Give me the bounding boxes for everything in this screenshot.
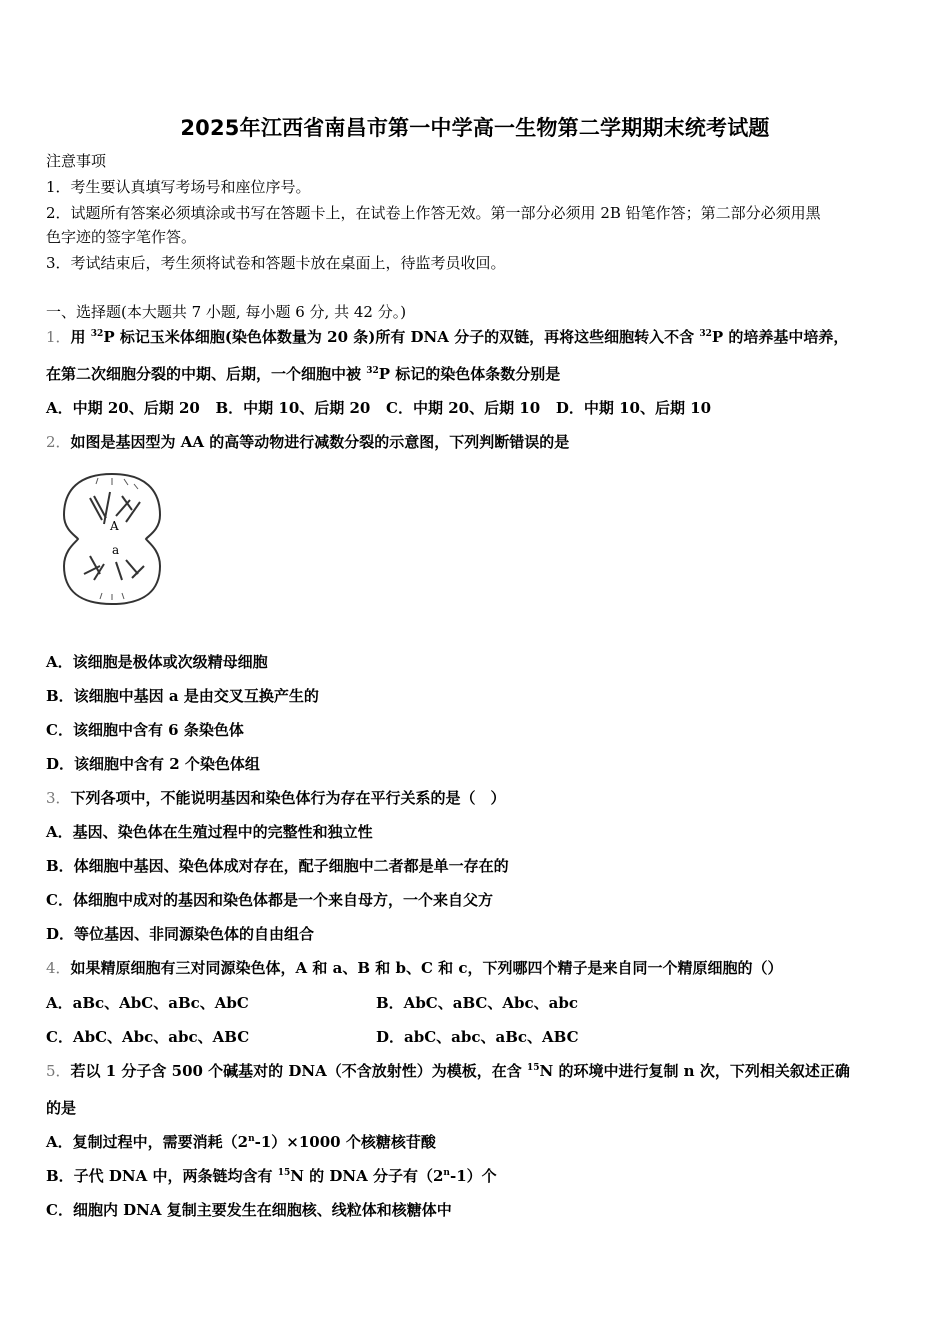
q5-opt-a-part1: A．复制过程中，需要消耗（2 <box>46 1133 249 1151</box>
question-number: 1． <box>46 328 71 346</box>
q1-text-a: 用 <box>70 328 91 346</box>
q4-option-b: B．AbC、aBC、Abc、abc <box>376 994 578 1012</box>
notes-item-2-cont: 色字迹的签字笔作答。 <box>46 228 197 246</box>
notes-item-3: 3．考试结束后，考生须将试卷和答题卡放在桌面上，待监考员收回。 <box>46 254 506 272</box>
question-number: 5． <box>46 1062 71 1080</box>
q5-opt-a-sup: n <box>248 1134 255 1144</box>
gene-label-A: A <box>110 519 119 533</box>
q4-text: 如果精原细胞有三对同源染色体，A 和 a、B 和 b、C 和 c，下列哪四个精子是来自同一个精原细胞的（） <box>70 959 783 977</box>
question-2 <box>46 432 569 452</box>
chromosomes-bottom <box>84 556 144 580</box>
meiosis-cell-figure <box>60 470 164 608</box>
q2-option-b: B．该细胞中基因 a 是由交叉互换产生的 <box>46 687 319 705</box>
q3-option-c: C．体细胞中成对的基因和染色体都是一个来自母方，一个来自父方 <box>46 891 493 909</box>
spindle-fiber <box>124 479 128 485</box>
q5-option-b <box>46 1166 497 1186</box>
q5-text-b: N 的环境中进行复制 n 次，下列相关叙述正确 <box>539 1062 850 1080</box>
spindle-fiber <box>134 484 138 489</box>
page-title: 2025年江西省南昌市第一中学高一生物第二学期期末统考试题 <box>180 116 770 140</box>
spindle-fiber <box>122 593 124 599</box>
question-1 <box>46 327 848 347</box>
q4-option-c: C．AbC、Abc、abc、ABC <box>46 1028 250 1046</box>
spindle-fiber <box>100 593 102 599</box>
q3-text: 下列各项中，不能说明基因和染色体行为存在平行关系的是（ ） <box>70 789 506 807</box>
notes-item-2: 2．试题所有答案必须填涂或书写在答题卡上，在试卷上作答无效。第一部分必须用 2B 铅笔作答；第二部分必须用黑 <box>46 204 821 222</box>
question-4 <box>46 958 782 978</box>
q5-opt-b-part2: N 的 DNA 分子有（2 <box>290 1167 444 1185</box>
question-number: 3． <box>46 789 71 807</box>
chromosome <box>116 500 130 516</box>
q1-line2-a: 在第二次细胞分裂的中期、后期，一个细胞中被 <box>46 365 367 383</box>
q4-option-a: A．aBc、AbC、aBc、AbC <box>46 994 249 1012</box>
q1-sup-a: 32 <box>90 329 104 339</box>
spindle-fiber <box>96 478 98 484</box>
q1-sup-b: 32 <box>699 329 712 339</box>
q1-line2-b: P 标记的染色体条数分别是 <box>378 365 561 383</box>
chromosome <box>126 560 138 574</box>
q5-opt-b-sup: 15 <box>277 1168 291 1178</box>
q5-opt-b-part1: B．子代 DNA 中，两条链均含有 <box>46 1167 278 1185</box>
q4-option-d: D．abC、abc、aBc、ABC <box>376 1028 579 1046</box>
q5-sup: 15 <box>527 1063 540 1073</box>
question-number: 2． <box>46 433 71 451</box>
q5-option-a <box>46 1132 436 1152</box>
q1-text-b: P 标记玉米体细胞(染色体数量为 20 条)所有 DNA 分子的双链，再将这些细胞转入不含 <box>103 328 700 346</box>
q5-opt-b-part3: -1）个 <box>449 1167 497 1185</box>
notes-heading: 注意事项 <box>46 152 107 170</box>
q2-text: 如图是基因型为 AA 的高等动物进行减数分裂的示意图，下列判断错误的是 <box>70 433 570 451</box>
question-number: 4． <box>46 959 71 977</box>
chromosome <box>116 562 122 580</box>
q2-option-c: C．该细胞中含有 6 条染色体 <box>46 721 244 739</box>
notes-item-1: 1．考生要认真填写考场号和座位序号。 <box>46 178 311 196</box>
cell-membrane <box>64 474 160 604</box>
q5-opt-a-part2: -1）×1000 个核糖核苷酸 <box>254 1133 436 1151</box>
question-1-line2 <box>46 364 560 384</box>
q3-option-a: A．基因、染色体在生殖过程中的完整性和独立性 <box>46 823 373 841</box>
q2-option-d: D．该细胞中含有 2 个染色体组 <box>46 755 260 773</box>
gene-label-a: a <box>112 543 120 557</box>
q5-text-a: 若以 1 分子含 500 个碱基对的 DNA（不含放射性）为模板，在含 <box>70 1062 527 1080</box>
question-1-options: A．中期 20、后期 20 B．中期 10、后期 20 C．中期 20、后期 10 D．中期 10、后期 10 <box>46 399 712 417</box>
q1-text-c: P 的培养基中培养， <box>711 328 849 346</box>
question-5 <box>46 1061 850 1081</box>
q3-option-d: D．等位基因、非同源染色体的自由组合 <box>46 925 315 943</box>
q5-opt-b-sup2: n <box>443 1168 450 1178</box>
section-heading: 一、选择题(本大题共 7 小题, 每小题 6 分, 共 42 分。) <box>46 303 407 321</box>
q1-line2-sup: 32 <box>366 366 379 376</box>
q3-option-b: B．体细胞中基因、染色体成对存在，配子细胞中二者都是单一存在的 <box>46 857 509 875</box>
question-5-line2: 的是 <box>46 1099 77 1117</box>
q5-option-c: C．细胞内 DNA 复制主要发生在细胞核、线粒体和核糖体中 <box>46 1201 452 1219</box>
question-3 <box>46 788 506 808</box>
q2-option-a: A．该细胞是极体或次级精母细胞 <box>46 653 268 671</box>
